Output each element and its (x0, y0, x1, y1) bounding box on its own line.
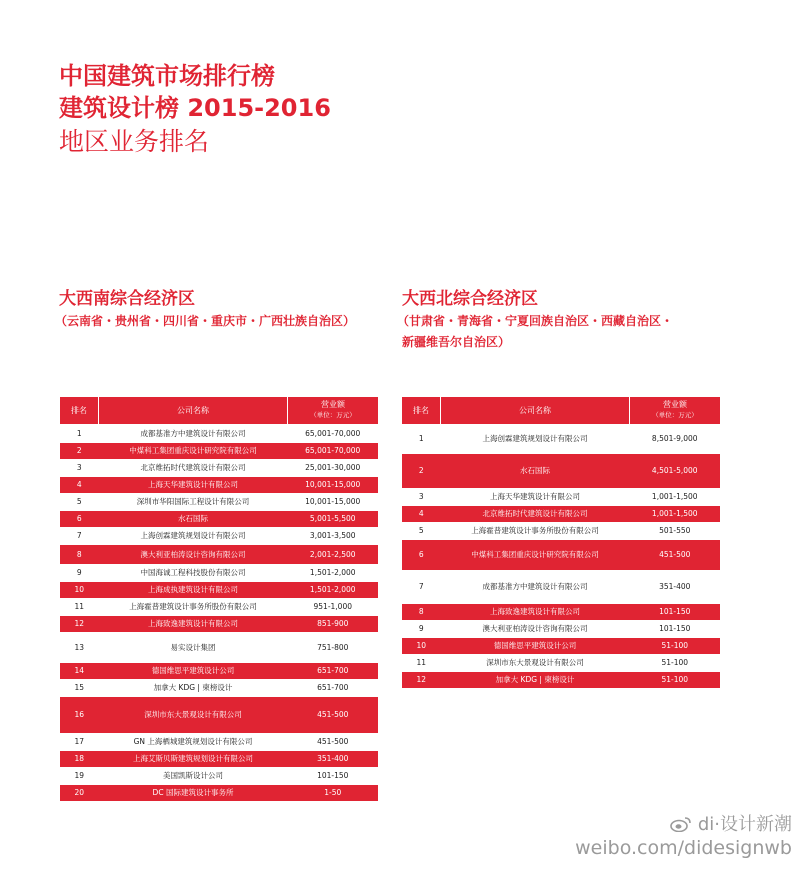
table-row (402, 453, 720, 488)
company-cell: DC 国际建筑设计事务所 (99, 784, 288, 801)
page-title: 中国建筑市场排行榜 (59, 62, 275, 90)
company-cell: 中煤科工集团重庆设计研究院有限公司 (441, 539, 630, 570)
revenue-cell: 851-900 (288, 615, 379, 632)
rank-cell: 1 (402, 424, 441, 453)
table-row (402, 505, 720, 522)
col-revenue-header (630, 397, 721, 424)
revenue-cell: 51-100 (630, 654, 721, 671)
revenue-header-unit: （单位：万元） (652, 411, 698, 420)
revenue-cell: 51-100 (630, 637, 721, 654)
watermark-brand-text: di·设计新潮 (697, 814, 792, 835)
table-row (402, 522, 720, 539)
table-row (402, 424, 720, 453)
table-row (60, 679, 378, 696)
southwest-provinces: （云南省・贵州省・四川省・重庆市・广西壮族自治区） (55, 314, 356, 328)
company-cell: 上海霍普建筑设计事务所股份有限公司 (99, 598, 288, 615)
table-row (402, 603, 720, 620)
rank-cell: 20 (60, 784, 99, 801)
company-cell: 上海天华建筑设计有限公司 (441, 488, 630, 505)
revenue-cell: 65,001-70,000 (288, 424, 379, 442)
table-row (60, 510, 378, 527)
table-row (60, 476, 378, 493)
table-row (60, 442, 378, 459)
col-company-header: 公司名称 (441, 397, 630, 424)
table-row (60, 615, 378, 632)
revenue-cell: 451-500 (630, 539, 721, 570)
revenue-cell: 101-150 (288, 767, 379, 784)
revenue-cell: 751-800 (288, 632, 379, 662)
table-row (402, 637, 720, 654)
table-row (402, 671, 720, 688)
company-cell: 深圳市华阳国际工程设计有限公司 (99, 493, 288, 510)
page-title-sub: 建筑设计榜 2015-2016 (59, 94, 331, 122)
rank-cell: 9 (60, 564, 99, 581)
rank-cell: 8 (402, 603, 441, 620)
col-rank-header: 排名 (402, 397, 441, 424)
rank-cell: 12 (402, 671, 441, 688)
rank-cell: 19 (60, 767, 99, 784)
col-revenue-header (288, 397, 379, 424)
table-row (60, 767, 378, 784)
company-cell: 易实设计集团 (99, 632, 288, 662)
col-company-header: 公司名称 (99, 397, 288, 424)
revenue-cell: 2,001-2,500 (288, 544, 379, 564)
company-cell: 水石国际 (441, 453, 630, 488)
southwest-ranking-table (60, 397, 378, 802)
revenue-cell: 3,001-3,500 (288, 527, 379, 544)
page-title-block (59, 60, 331, 158)
table-row (60, 493, 378, 510)
company-cell: 加拿大 KDG | 柬榜设计 (441, 671, 630, 688)
rank-cell: 7 (402, 570, 441, 603)
revenue-cell: 51-100 (630, 671, 721, 688)
revenue-cell: 1-50 (288, 784, 379, 801)
rank-cell: 13 (60, 632, 99, 662)
company-cell: 上海天华建筑设计有限公司 (99, 476, 288, 493)
col-rank-header: 排名 (60, 397, 99, 424)
company-cell: 上海致逸建筑设计有限公司 (441, 603, 630, 620)
revenue-cell: 10,001-15,000 (288, 493, 379, 510)
company-cell: 上海霍普建筑设计事务所股份有限公司 (441, 522, 630, 539)
watermark-brand (575, 814, 792, 836)
revenue-cell: 65,001-70,000 (288, 442, 379, 459)
table-row (60, 459, 378, 476)
table-row (402, 654, 720, 671)
rank-cell: 14 (60, 662, 99, 679)
rank-cell: 11 (60, 598, 99, 615)
rank-cell: 8 (60, 544, 99, 564)
table-row (402, 539, 720, 570)
revenue-cell: 451-500 (288, 696, 379, 733)
rank-cell: 4 (402, 505, 441, 522)
rank-cell: 7 (60, 527, 99, 544)
company-cell: 北京维拓时代建筑设计有限公司 (99, 459, 288, 476)
rank-cell: 2 (60, 442, 99, 459)
company-cell: 上海致逸建筑设计有限公司 (99, 615, 288, 632)
revenue-cell: 101-150 (630, 620, 721, 637)
rank-cell: 9 (402, 620, 441, 637)
company-cell: 上海艾斯贝斯建筑规划设计有限公司 (99, 750, 288, 767)
revenue-header-label: 营业额 (321, 400, 345, 410)
company-cell: 加拿大 KDG | 柬榜设计 (99, 679, 288, 696)
revenue-cell: 10,001-15,000 (288, 476, 379, 493)
company-cell: 成都基准方中建筑设计有限公司 (441, 570, 630, 603)
table-row (402, 488, 720, 505)
revenue-cell: 1,001-1,500 (630, 488, 721, 505)
rank-cell: 16 (60, 696, 99, 733)
table-row (60, 564, 378, 581)
table-row (60, 527, 378, 544)
rank-cell: 5 (402, 522, 441, 539)
revenue-cell: 501-550 (630, 522, 721, 539)
revenue-cell: 651-700 (288, 662, 379, 679)
northwest-ranking-table (402, 397, 720, 689)
weibo-logo-icon (670, 816, 692, 832)
rank-cell: 4 (60, 476, 99, 493)
revenue-cell: 1,501-2,000 (288, 581, 379, 598)
company-cell: 德国维思平建筑设计公司 (441, 637, 630, 654)
rank-cell: 10 (402, 637, 441, 654)
table-row (60, 662, 378, 679)
rank-cell: 2 (402, 453, 441, 488)
rank-cell: 5 (60, 493, 99, 510)
company-cell: 中煤科工集团重庆设计研究院有限公司 (99, 442, 288, 459)
rank-cell: 17 (60, 733, 99, 750)
company-cell: 成都基准方中建筑设计有限公司 (99, 424, 288, 442)
revenue-header-label: 营业额 (663, 400, 687, 410)
revenue-cell: 25,001-30,000 (288, 459, 379, 476)
table-row (60, 581, 378, 598)
table-row (402, 570, 720, 603)
revenue-cell: 4,501-5,000 (630, 453, 721, 488)
company-cell: GN 上海栖城建筑规划设计有限公司 (99, 733, 288, 750)
southwest-region-title: 大西南综合经济区 (59, 289, 195, 309)
company-cell: 上海创霖建筑规划设计有限公司 (99, 527, 288, 544)
rank-cell: 11 (402, 654, 441, 671)
rank-cell: 3 (60, 459, 99, 476)
rank-cell: 6 (402, 539, 441, 570)
company-cell: 中国海诚工程科技股份有限公司 (99, 564, 288, 581)
table-row (60, 784, 378, 801)
table-row (402, 620, 720, 637)
rank-cell: 15 (60, 679, 99, 696)
company-cell: 澳大利亚柏涛设计咨询有限公司 (99, 544, 288, 564)
weibo-watermark (575, 814, 792, 860)
rank-cell: 3 (402, 488, 441, 505)
revenue-cell: 351-400 (630, 570, 721, 603)
revenue-cell: 1,501-2,000 (288, 564, 379, 581)
company-cell: 深圳市东大景观设计有限公司 (99, 696, 288, 733)
rank-cell: 10 (60, 581, 99, 598)
revenue-cell: 5,001-5,500 (288, 510, 379, 527)
table-row (60, 544, 378, 564)
rank-cell: 1 (60, 424, 99, 442)
page-subtitle: 地区业务排名 (59, 127, 210, 156)
company-cell: 德国维思平建筑设计公司 (99, 662, 288, 679)
company-cell: 美国凯斯设计公司 (99, 767, 288, 784)
company-cell: 上海成执建筑设计有限公司 (99, 581, 288, 598)
table-row (60, 424, 378, 442)
table-row (60, 598, 378, 615)
watermark-url: weibo.com/didesignwb (575, 837, 792, 859)
revenue-cell: 8,501-9,000 (630, 424, 721, 453)
revenue-cell: 651-700 (288, 679, 379, 696)
revenue-cell: 351-400 (288, 750, 379, 767)
rank-cell: 12 (60, 615, 99, 632)
revenue-cell: 101-150 (630, 603, 721, 620)
table-row (60, 750, 378, 767)
revenue-header-unit: （单位：万元） (310, 411, 356, 420)
table-row (60, 696, 378, 733)
company-cell: 澳大利亚柏涛设计咨询有限公司 (441, 620, 630, 637)
rank-cell: 18 (60, 750, 99, 767)
northwest-region-title: 大西北综合经济区 (402, 289, 538, 309)
rank-cell: 6 (60, 510, 99, 527)
table-row (60, 733, 378, 750)
table-row (60, 632, 378, 662)
revenue-cell: 1,001-1,500 (630, 505, 721, 522)
company-cell: 深圳市东大景观设计有限公司 (441, 654, 630, 671)
company-cell: 水石国际 (99, 510, 288, 527)
revenue-cell: 951-1,000 (288, 598, 379, 615)
northwest-provinces-line2: 新疆维吾尔自治区） (402, 335, 511, 349)
revenue-cell: 451-500 (288, 733, 379, 750)
northwest-provinces-line1: （甘肃省・青海省・宁夏回族自治区・西藏自治区・ (397, 314, 674, 328)
company-cell: 北京维拓时代建筑设计有限公司 (441, 505, 630, 522)
company-cell: 上海创霖建筑规划设计有限公司 (441, 424, 630, 453)
